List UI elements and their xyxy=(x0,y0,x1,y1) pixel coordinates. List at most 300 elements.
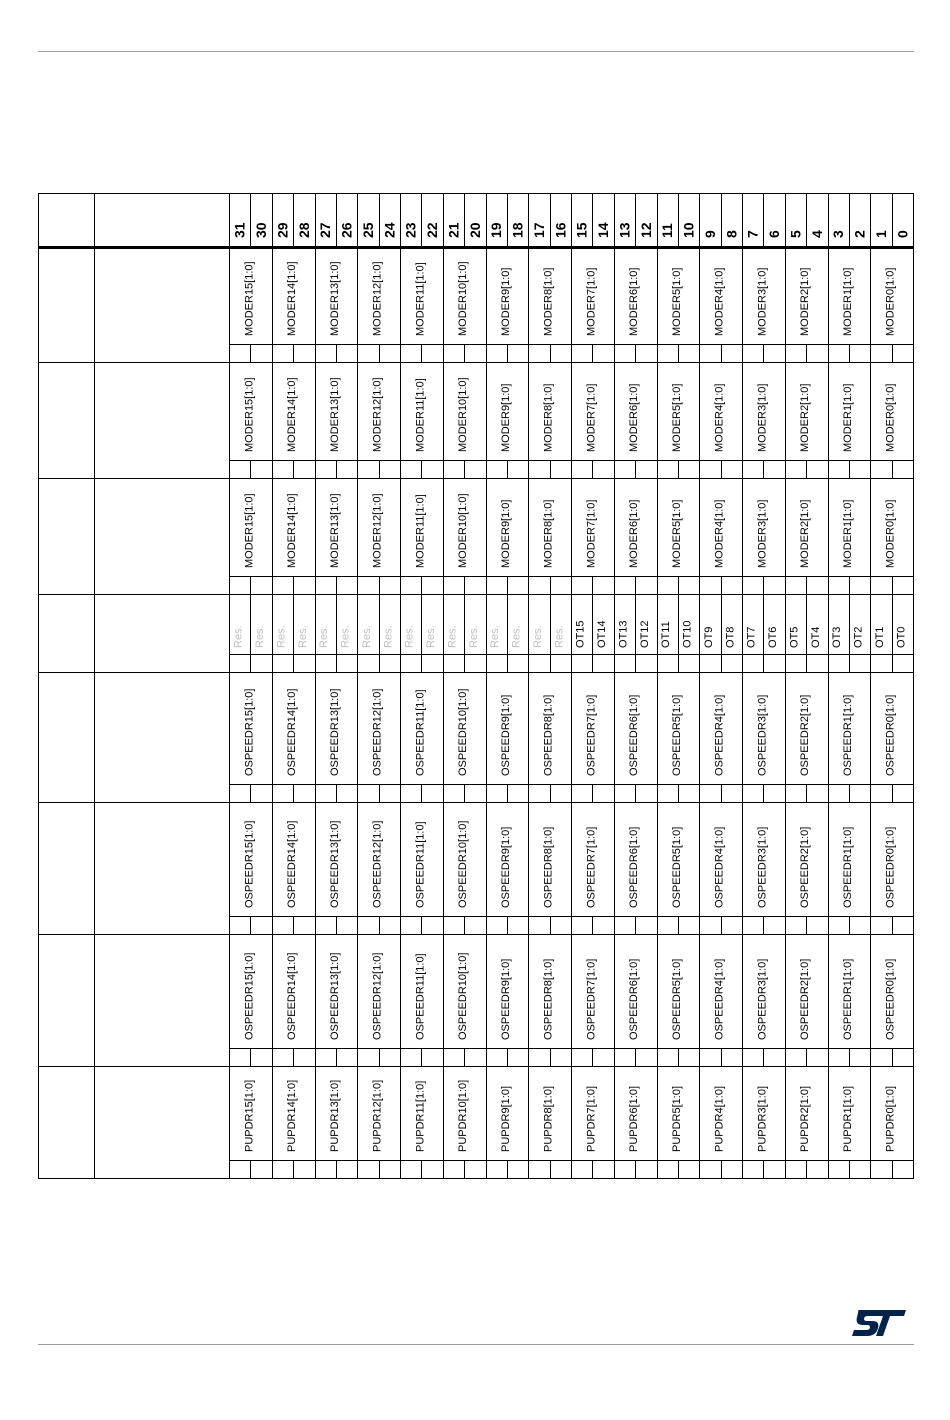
cell-divider xyxy=(315,1066,316,1178)
register-field: MODER1[1:0] xyxy=(841,267,854,336)
reset-divider xyxy=(635,1160,636,1178)
reset-divider xyxy=(379,1160,380,1178)
reset-divider xyxy=(336,916,337,934)
cell-divider xyxy=(721,594,722,672)
register-field: MODER12[1:0] xyxy=(371,261,384,336)
reset-divider xyxy=(849,460,850,478)
register-field: OSPEEDR12[1:0] xyxy=(371,952,384,1040)
reset-divider xyxy=(421,344,422,362)
register-field: MODER15[1:0] xyxy=(243,261,256,336)
register-field: MODER5[1:0] xyxy=(670,267,683,336)
cell-divider xyxy=(443,672,444,802)
cell-divider xyxy=(315,802,316,934)
bit-column-divider xyxy=(592,194,593,246)
cell-divider xyxy=(293,594,294,672)
cell-divider xyxy=(699,246,700,362)
register-field: OSPEEDR9[1:0] xyxy=(499,694,512,776)
cell-divider xyxy=(272,672,273,802)
register-field: MODER13[1:0] xyxy=(328,493,341,568)
cell-divider xyxy=(763,594,764,672)
register-field: OSPEEDR8[1:0] xyxy=(542,958,555,1040)
ot-bit-field: OT1 xyxy=(873,626,886,648)
field-column-divider xyxy=(528,194,529,246)
reset-divider xyxy=(763,344,764,362)
register-field: MODER9[1:0] xyxy=(499,383,512,452)
register-field: PUPDR12[1:0] xyxy=(371,1079,384,1152)
register-field: OSPEEDR15[1:0] xyxy=(243,820,256,908)
cell-divider xyxy=(614,478,615,594)
cell-divider xyxy=(699,934,700,1066)
register-field: MODER14[1:0] xyxy=(286,493,299,568)
bit-number: 4 xyxy=(808,230,825,238)
ot-bit-field: OT12 xyxy=(638,620,651,648)
cell-divider xyxy=(272,246,273,362)
cell-divider xyxy=(400,594,401,672)
reset-divider xyxy=(336,1048,337,1066)
reset-divider xyxy=(507,1048,508,1066)
register-field: OSPEEDR2[1:0] xyxy=(799,958,812,1040)
cell-divider xyxy=(828,802,829,934)
bit-column-divider xyxy=(721,194,722,246)
register-field: OSPEEDR12[1:0] xyxy=(371,688,384,776)
reset-divider xyxy=(849,344,850,362)
field-column-divider xyxy=(571,194,572,246)
cell-divider xyxy=(870,246,871,362)
cell-divider xyxy=(421,594,422,672)
cell-divider xyxy=(400,672,401,802)
st-logo xyxy=(850,1308,908,1338)
bit-number: 12 xyxy=(637,222,654,238)
reset-divider xyxy=(678,576,679,594)
reset-divider xyxy=(379,916,380,934)
reset-divider xyxy=(763,1048,764,1066)
register-field: OSPEEDR2[1:0] xyxy=(799,694,812,776)
row-divider xyxy=(39,362,913,363)
register-field: OSPEEDR1[1:0] xyxy=(841,958,854,1040)
bit-column-divider xyxy=(678,194,679,246)
bit-number: 5 xyxy=(787,230,804,238)
reset-divider xyxy=(336,576,337,594)
register-field: MODER8[1:0] xyxy=(542,499,555,568)
register-field: PUPDR14[1:0] xyxy=(286,1079,299,1152)
register-field: OSPEEDR4[1:0] xyxy=(713,958,726,1040)
reset-divider xyxy=(507,1160,508,1178)
reset-divider xyxy=(592,344,593,362)
top-rule xyxy=(38,51,914,52)
bit-number: 9 xyxy=(701,230,718,238)
register-field: MODER2[1:0] xyxy=(799,499,812,568)
cell-divider xyxy=(357,672,358,802)
cell-divider xyxy=(528,478,529,594)
reset-divider xyxy=(421,576,422,594)
cell-divider xyxy=(828,1066,829,1178)
bit-number: 23 xyxy=(402,222,419,238)
cell-divider xyxy=(828,934,829,1066)
bit-number: 24 xyxy=(381,222,398,238)
bit-number: 21 xyxy=(445,222,462,238)
reset-divider xyxy=(678,916,679,934)
reset-divider xyxy=(507,344,508,362)
cell-divider xyxy=(614,594,615,672)
cell-divider xyxy=(742,478,743,594)
cell-divider xyxy=(315,246,316,362)
ot-bit-field: OT6 xyxy=(767,626,780,648)
bit-number: 14 xyxy=(595,222,612,238)
reserved-bit: Res. xyxy=(489,625,502,648)
cell-divider xyxy=(699,1066,700,1178)
reset-divider xyxy=(293,1048,294,1066)
cell-divider xyxy=(250,594,251,672)
register-field: OSPEEDR5[1:0] xyxy=(670,826,683,908)
register-field: PUPDR13[1:0] xyxy=(328,1079,341,1152)
bit-number: 30 xyxy=(253,222,270,238)
ot-bit-field: OT15 xyxy=(574,620,587,648)
reset-divider xyxy=(678,344,679,362)
reset-divider xyxy=(421,1048,422,1066)
register-field: MODER3[1:0] xyxy=(756,499,769,568)
reserved-bit: Res. xyxy=(382,625,395,648)
cell-divider xyxy=(400,802,401,934)
register-field: OSPEEDR5[1:0] xyxy=(670,694,683,776)
reset-divider xyxy=(507,784,508,802)
register-field: OSPEEDR13[1:0] xyxy=(328,820,341,908)
reset-divider xyxy=(550,784,551,802)
reset-divider xyxy=(763,784,764,802)
register-field: OSPEEDR9[1:0] xyxy=(499,826,512,908)
register-field: MODER5[1:0] xyxy=(670,499,683,568)
cell-divider xyxy=(357,594,358,672)
register-field: OSPEEDR7[1:0] xyxy=(585,826,598,908)
register-field: MODER6[1:0] xyxy=(628,499,641,568)
field-column-divider xyxy=(870,194,871,246)
register-field: OSPEEDR1[1:0] xyxy=(841,826,854,908)
cell-divider xyxy=(614,934,615,1066)
reserved-bit: Res. xyxy=(531,625,544,648)
register-field: OSPEEDR6[1:0] xyxy=(628,826,641,908)
cell-divider xyxy=(635,594,636,672)
cell-divider xyxy=(699,362,700,478)
register-field: MODER14[1:0] xyxy=(286,377,299,452)
reserved-bit: Res. xyxy=(232,625,245,648)
register-field: PUPDR15[1:0] xyxy=(243,1079,256,1152)
cell-divider xyxy=(785,802,786,934)
row-divider xyxy=(39,1066,913,1067)
register-field: MODER15[1:0] xyxy=(243,493,256,568)
cell-divider xyxy=(571,478,572,594)
register-field: MODER13[1:0] xyxy=(328,261,341,336)
register-field: OSPEEDR13[1:0] xyxy=(328,688,341,776)
reset-divider xyxy=(250,344,251,362)
register-field: MODER4[1:0] xyxy=(713,383,726,452)
register-field: MODER10[1:0] xyxy=(457,377,470,452)
cell-divider xyxy=(828,478,829,594)
ot-bit-field: OT11 xyxy=(660,621,673,648)
register-field: PUPDR6[1:0] xyxy=(628,1085,641,1152)
reset-divider xyxy=(592,916,593,934)
bit-number: 13 xyxy=(616,222,633,238)
register-field: MODER1[1:0] xyxy=(841,383,854,452)
ot-bit-field: OT5 xyxy=(788,626,801,648)
reset-divider xyxy=(892,344,893,362)
cell-divider xyxy=(571,246,572,362)
cell-divider xyxy=(785,594,786,672)
register-field: OSPEEDR15[1:0] xyxy=(243,688,256,776)
cell-divider xyxy=(400,246,401,362)
reset-divider xyxy=(721,576,722,594)
reset-divider xyxy=(550,344,551,362)
cell-divider xyxy=(528,362,529,478)
bit-number: 2 xyxy=(851,230,868,238)
reset-divider xyxy=(806,1160,807,1178)
reserved-bit: Res. xyxy=(553,625,566,648)
row-divider xyxy=(39,802,913,803)
cell-divider xyxy=(870,478,871,594)
reset-divider xyxy=(293,1160,294,1178)
cell-divider xyxy=(849,594,850,672)
register-field: MODER14[1:0] xyxy=(286,261,299,336)
field-column-divider xyxy=(272,194,273,246)
cell-divider xyxy=(870,1066,871,1178)
reset-divider xyxy=(806,344,807,362)
cell-divider xyxy=(528,802,529,934)
reset-divider xyxy=(293,344,294,362)
bit-column-divider xyxy=(763,194,764,246)
bit-number: 27 xyxy=(317,222,334,238)
cell-divider xyxy=(657,1066,658,1178)
register-field: MODER9[1:0] xyxy=(499,499,512,568)
cell-divider xyxy=(614,362,615,478)
register-field: OSPEEDR7[1:0] xyxy=(585,694,598,776)
cell-divider xyxy=(443,594,444,672)
reset-divider xyxy=(379,460,380,478)
register-field: PUPDR7[1:0] xyxy=(585,1085,598,1152)
register-map-table xyxy=(38,193,914,1179)
register-field: MODER0[1:0] xyxy=(884,499,897,568)
ot-bit-field: OT3 xyxy=(831,626,844,648)
bit-number: 0 xyxy=(894,230,911,238)
ot-bit-field: OT4 xyxy=(809,626,822,648)
reset-divider xyxy=(293,784,294,802)
bit-number: 1 xyxy=(872,230,889,238)
cell-divider xyxy=(892,594,893,672)
col-register-divider xyxy=(229,194,230,1178)
reserved-bit: Res. xyxy=(425,625,438,648)
bit-number: 26 xyxy=(338,222,355,238)
reset-divider xyxy=(763,1160,764,1178)
cell-divider xyxy=(806,594,807,672)
cell-divider xyxy=(315,934,316,1066)
cell-divider xyxy=(657,934,658,1066)
reset-divider xyxy=(379,784,380,802)
bit-number: 28 xyxy=(295,222,312,238)
col-offset-divider xyxy=(94,194,95,1178)
bit-number: 19 xyxy=(488,222,505,238)
register-field: MODER0[1:0] xyxy=(884,383,897,452)
cell-divider xyxy=(571,802,572,934)
cell-divider xyxy=(785,672,786,802)
register-field: OSPEEDR15[1:0] xyxy=(243,952,256,1040)
bit-number: 17 xyxy=(530,222,547,238)
reset-divider xyxy=(464,1048,465,1066)
cell-divider xyxy=(614,672,615,802)
reset-divider xyxy=(336,784,337,802)
cell-divider xyxy=(464,594,465,672)
register-field: MODER11[1:0] xyxy=(414,378,427,452)
field-column-divider xyxy=(315,194,316,246)
reset-divider xyxy=(507,576,508,594)
cell-divider xyxy=(357,1066,358,1178)
register-field: MODER3[1:0] xyxy=(756,383,769,452)
row-divider xyxy=(39,478,913,479)
bit-number: 31 xyxy=(231,222,248,238)
register-field: MODER12[1:0] xyxy=(371,377,384,452)
register-field: MODER10[1:0] xyxy=(457,493,470,568)
bit-column-divider xyxy=(379,194,380,246)
register-field: MODER15[1:0] xyxy=(243,377,256,452)
reset-divider xyxy=(464,1160,465,1178)
cell-divider xyxy=(657,672,658,802)
register-field: OSPEEDR13[1:0] xyxy=(328,952,341,1040)
reset-divider xyxy=(464,916,465,934)
cell-divider xyxy=(486,246,487,362)
reset-divider xyxy=(635,344,636,362)
register-field: OSPEEDR14[1:0] xyxy=(286,952,299,1040)
cell-divider xyxy=(336,594,337,672)
cell-divider xyxy=(272,594,273,672)
cell-divider xyxy=(742,934,743,1066)
register-field: OSPEEDR3[1:0] xyxy=(756,694,769,776)
bottom-rule xyxy=(38,1344,914,1345)
reset-divider xyxy=(849,1048,850,1066)
reset-divider xyxy=(635,460,636,478)
register-field: OSPEEDR6[1:0] xyxy=(628,958,641,1040)
reset-divider xyxy=(293,460,294,478)
reserved-bit: Res. xyxy=(446,625,459,648)
register-field: MODER10[1:0] xyxy=(457,261,470,336)
register-field: PUPDR8[1:0] xyxy=(542,1085,555,1152)
register-field: PUPDR3[1:0] xyxy=(756,1085,769,1152)
reset-divider xyxy=(892,916,893,934)
register-field: OSPEEDR12[1:0] xyxy=(371,820,384,908)
reset-divider xyxy=(550,1160,551,1178)
reset-divider xyxy=(550,916,551,934)
cell-divider xyxy=(742,1066,743,1178)
cell-divider xyxy=(614,802,615,934)
reset-divider xyxy=(592,460,593,478)
register-field: OSPEEDR0[1:0] xyxy=(884,958,897,1040)
reset-divider xyxy=(336,344,337,362)
register-field: MODER11[1:0] xyxy=(414,262,427,336)
register-field: PUPDR10[1:0] xyxy=(457,1079,470,1152)
register-field: OSPEEDR3[1:0] xyxy=(756,826,769,908)
register-field: OSPEEDR0[1:0] xyxy=(884,694,897,776)
reset-divider xyxy=(763,460,764,478)
register-field: OSPEEDR9[1:0] xyxy=(499,958,512,1040)
field-column-divider xyxy=(785,194,786,246)
reset-divider xyxy=(592,576,593,594)
bit-column-divider xyxy=(550,194,551,246)
cell-divider xyxy=(614,1066,615,1178)
bit-number: 18 xyxy=(509,222,526,238)
reset-divider xyxy=(892,460,893,478)
ot-bit-field: OT14 xyxy=(596,620,609,648)
register-field: OSPEEDR10[1:0] xyxy=(457,952,470,1040)
reset-divider xyxy=(464,784,465,802)
cell-divider xyxy=(870,594,871,672)
bit-column-divider xyxy=(421,194,422,246)
cell-divider xyxy=(828,672,829,802)
register-field: MODER9[1:0] xyxy=(499,267,512,336)
cell-divider xyxy=(870,362,871,478)
bit-column-divider xyxy=(806,194,807,246)
register-field: OSPEEDR0[1:0] xyxy=(884,826,897,908)
cell-divider xyxy=(785,246,786,362)
cell-divider xyxy=(699,802,700,934)
reserved-bit: Res. xyxy=(339,625,352,648)
cell-divider xyxy=(657,594,658,672)
cell-divider xyxy=(486,802,487,934)
bit-column-divider xyxy=(293,194,294,246)
reset-divider xyxy=(635,576,636,594)
cell-divider xyxy=(785,478,786,594)
register-field: OSPEEDR10[1:0] xyxy=(457,820,470,908)
cell-divider xyxy=(785,934,786,1066)
reset-divider xyxy=(849,916,850,934)
reset-divider xyxy=(592,1048,593,1066)
reset-divider xyxy=(421,916,422,934)
ot-bit-field: OT7 xyxy=(745,626,758,648)
cell-divider xyxy=(400,934,401,1066)
cell-divider xyxy=(507,594,508,672)
cell-divider xyxy=(486,1066,487,1178)
register-field: OSPEEDR4[1:0] xyxy=(713,826,726,908)
reset-divider xyxy=(721,460,722,478)
reset-divider xyxy=(721,784,722,802)
register-field: MODER7[1:0] xyxy=(585,383,598,452)
register-field: OSPEEDR11[1:0] xyxy=(414,689,427,776)
reset-divider xyxy=(250,784,251,802)
register-field: OSPEEDR6[1:0] xyxy=(628,694,641,776)
register-field: MODER12[1:0] xyxy=(371,493,384,568)
bit-number: 29 xyxy=(274,222,291,238)
bit-column-divider xyxy=(507,194,508,246)
field-column-divider xyxy=(486,194,487,246)
cell-divider xyxy=(657,246,658,362)
bit-number: 25 xyxy=(359,222,376,238)
cell-divider xyxy=(486,478,487,594)
cell-divider xyxy=(357,362,358,478)
register-field: OSPEEDR11[1:0] xyxy=(414,953,427,1040)
reset-divider xyxy=(379,344,380,362)
cell-divider xyxy=(357,478,358,594)
cell-divider xyxy=(528,672,529,802)
register-field: MODER11[1:0] xyxy=(414,494,427,568)
ot-bit-field: OT9 xyxy=(702,626,715,648)
reset-divider xyxy=(721,1048,722,1066)
reset-divider xyxy=(421,784,422,802)
cell-divider xyxy=(678,594,679,672)
cell-divider xyxy=(870,802,871,934)
cell-divider xyxy=(742,802,743,934)
reset-divider xyxy=(250,576,251,594)
reset-divider xyxy=(806,916,807,934)
bit-number: 15 xyxy=(573,222,590,238)
field-column-divider xyxy=(699,194,700,246)
register-field: MODER4[1:0] xyxy=(713,499,726,568)
cell-divider xyxy=(592,594,593,672)
bit-number: 10 xyxy=(680,222,697,238)
cell-divider xyxy=(657,802,658,934)
